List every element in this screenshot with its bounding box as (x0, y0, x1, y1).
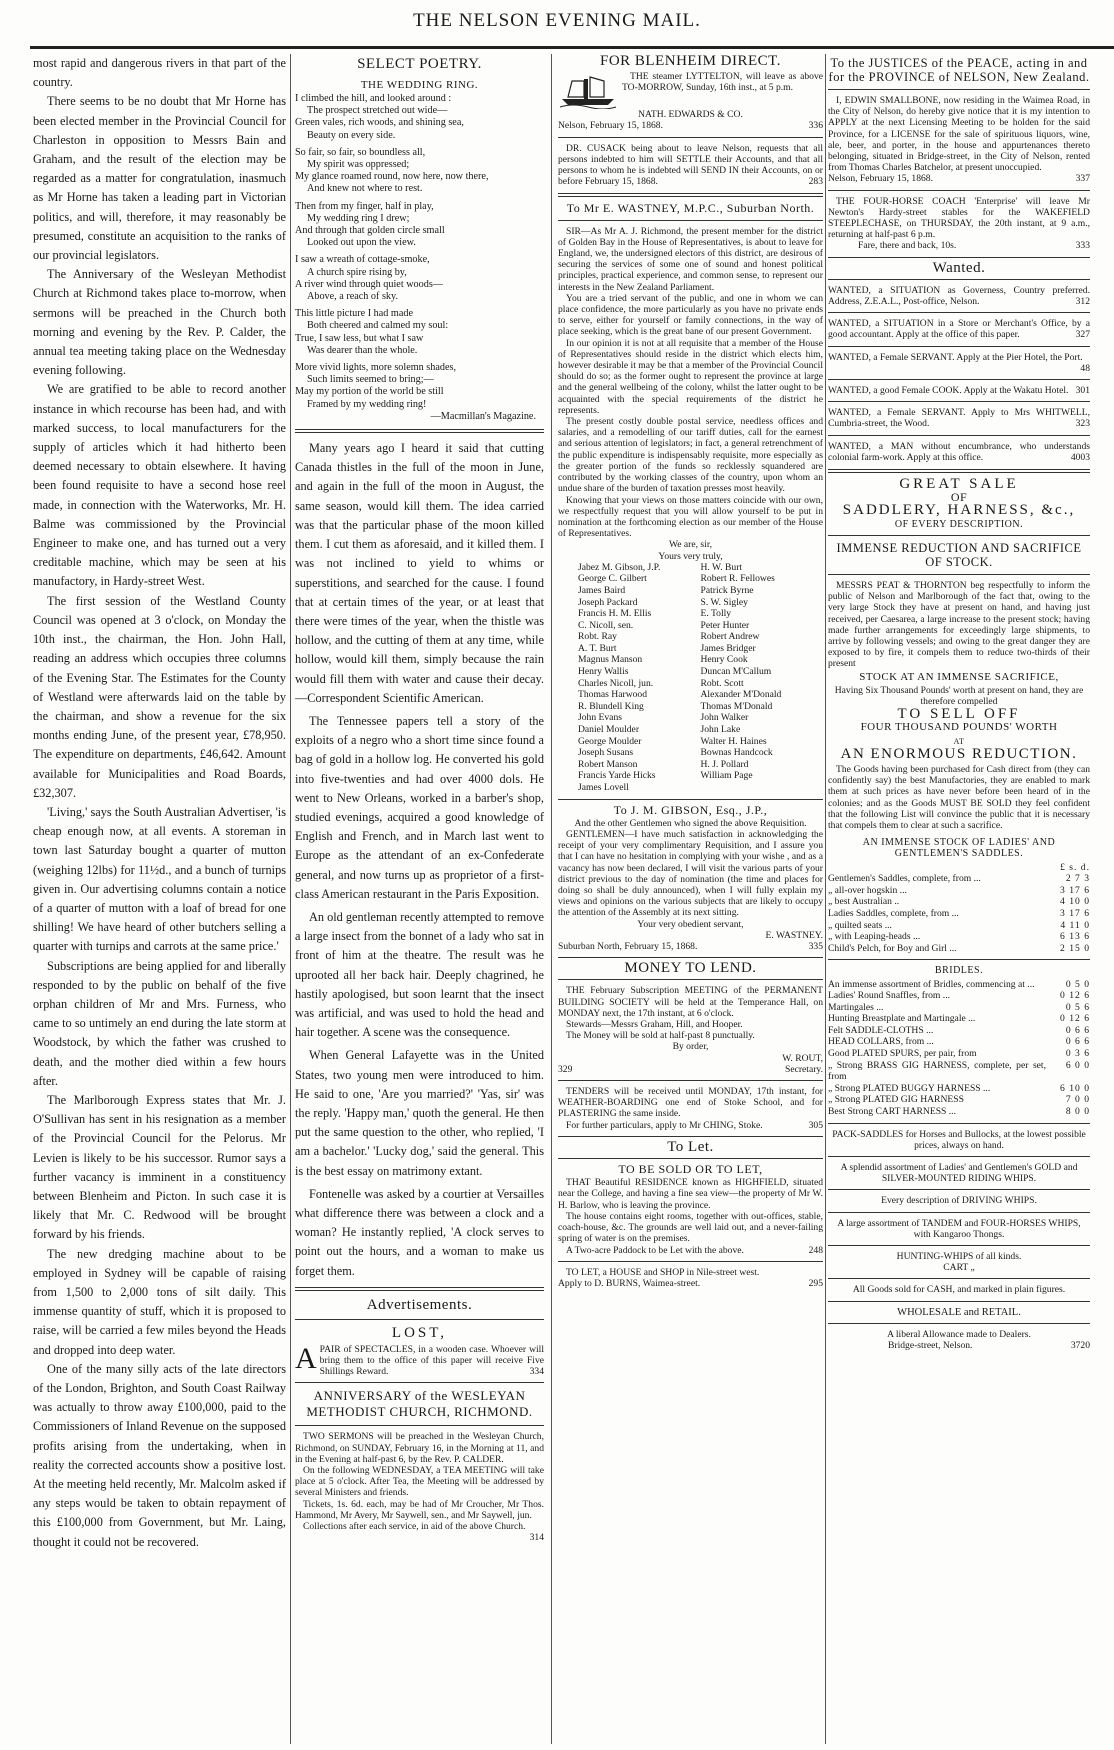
lost-heading: LOST, (391, 1324, 448, 1341)
wanted-text: WANTED, a Female SERVANT. Apply at the Pier Hotel, the Port. (828, 351, 1083, 363)
section-rule (828, 1189, 1090, 1190)
section-rule (828, 1323, 1090, 1324)
coach-text: THE FOUR-HORSE COACH 'Enterprise' will leave Mr Newton's Hardy-street stables for the WAKEFIELD STEEPLECHASE, on THURSDAY, the 20th instant, at 9 a.m., returning at half-past 6 p.m. (828, 195, 1090, 241)
signatory-name: E. Tolly (700, 608, 732, 620)
section-rule (828, 535, 1090, 536)
news-paragraph: Fontenelle was asked by a courtier at Versailles what difference there was between a clock and a woman? He instantly replied, 'A clock serves to point out the hours, and a woman to make us forget them. (295, 1186, 544, 1278)
section-rule (295, 1287, 544, 1291)
price-item: Child's Pelch, for Boy and Girl ... (828, 942, 957, 954)
price-item: „ quilted seats ... (828, 919, 892, 931)
advert-number: 335 (808, 941, 823, 953)
price-row (828, 920, 1090, 932)
price-value: 0 3 6 (1065, 1048, 1090, 1060)
advert-number: 3720 (1070, 1340, 1090, 1352)
news-paragraph: The Marlborough Express states that Mr. J. O'Sullivan has sent in his resignation as a member of the Provincial Council for the Pelorus. Mr Levien is likely to be his successor. Rumor says a further vacancy is imminent in a constituency between Blenheim and Picton. In such case it is likely that Mr. C. Redwood will be brought forward by his friends. (33, 1092, 286, 1242)
section-rule (295, 1425, 544, 1426)
signatory-name: Francis H. M. Ellis (578, 608, 652, 620)
house-text: TO LET, a HOUSE and SHOP in Nile-street west. (566, 1266, 760, 1278)
poem-line: Both cheered and calmed my soul: (307, 320, 449, 332)
signatory-name: H. W. Burt (700, 561, 743, 573)
price-item: „ all-over hogskin ... (828, 884, 907, 896)
price-value: 0 5 0 (1065, 978, 1090, 990)
price-list-saddles (828, 862, 1090, 955)
price-row (828, 943, 1090, 955)
signatory-name: Henry Cook (700, 654, 748, 666)
section-rule (828, 1301, 1090, 1302)
price-item: Martingales ... (828, 1001, 884, 1013)
sold-text: The house contains eight rooms, together with out-offices, stable, coach-house, &c. The grounds are well laid out, and a never-failing spring of water is on the premises. (558, 1210, 823, 1245)
gibson-close: Your very obedient servant, (637, 918, 744, 930)
money-text: Stewards—Messrs Graham, Hill, and Hooper. (566, 1019, 743, 1031)
anniversary-text: Tickets, 1s. 6d. each, may be had of Mr Croucher, Mr Thos. Hammond, Mr Avery, Mr Saywell, sen., and Mr Saywell, jun. (295, 1498, 544, 1521)
requisition-text: The present costly double postal service, needless offices and salaries, and a remodelling of our tariff duties, call for the earnest and serious attention of legislators; in fact, a general retrenchment of the public expenditure is indispensably requisite, more especially as the greater portion of the funds so recklessly squandered are contributed by the working classes of the country, upon whom an undue share of the burden of taxation presses most heavily. (558, 416, 823, 495)
price-row (828, 873, 1090, 885)
poem-line: The prospect stretched out wide— (307, 105, 448, 117)
poem-line: Beauty on every side. (307, 129, 396, 141)
column-4 (828, 54, 1090, 1351)
section-rule (295, 1319, 544, 1320)
money-heading: MONEY TO LEND. (624, 960, 757, 977)
price-item: Ladies Saddles, complete, from ... (828, 907, 959, 919)
signatory-name: H. J. Pollard (700, 758, 749, 770)
sold-text: THAT Beautiful RESIDENCE known as HIGHFIELD, situated near the College, and having a fine sea view—the property of Mr W. H. Barlow, who is leaving the province. (558, 1177, 823, 1211)
requisition-text: SIR—As Mr A. J. Richmond, the present member for the district of Golden Bay in the House of Representatives, is about to leave for England, we, the undersigned electors of this district, are desirous of securing the services of some one of sound and honest political principles, practical experience, and common sense, to represent our interests in the New Zealand Parliament. (558, 225, 823, 293)
requisition-text: You are a tried servant of the public, and one in whom we can place confidence, the more particularly as you have no private ends to serve, either for yourself or family connections, in the way of place seeking, which is the great bane of our present Government. (558, 292, 823, 338)
price-item: Felt SADDLE-CLOTHS ... (828, 1024, 934, 1036)
money-text: THE February Subscription MEETING of the PERMANENT BUILDING SOCIETY will be held at the Temperance Hall, on MONDAY next, the 17th instant, at 6 o'clock. (558, 985, 823, 1019)
section-rule (295, 429, 544, 433)
saddles-heading: AN IMMENSE STOCK OF LADIES' AND GENTLEMEN'S SADDLES. (862, 837, 1056, 860)
advert-number: 283 (808, 176, 823, 188)
sale-every: OF EVERY DESCRIPTION. (894, 518, 1024, 530)
steamer-text: THE steamer LYTTELTON, will leave as above TO-MORROW, Sunday, 16th inst., at 5 p.m. (622, 71, 823, 94)
gibson-heading: To J. M. GIBSON, Esq., J.P., (613, 802, 768, 817)
sale-items: SADDLERY, HARNESS, &c., (842, 502, 1076, 519)
advert-number: 327 (1075, 329, 1090, 341)
poem-line: So fair, so fair, so boundless all, (295, 146, 426, 158)
section-rule (828, 401, 1090, 402)
poem-line: True, I saw less, but what I saw (295, 332, 424, 344)
cash-text: All Goods sold for CASH, and marked in plain figures. (852, 1284, 1066, 1296)
poem-line: And knew not where to rest. (307, 183, 423, 195)
address-text: Bridge-street, Nelson. (888, 1340, 973, 1352)
sale-text: MESSRS PEAT & THORNTON beg respectfully to inform the public of Nelson and Marlborough of the fact that, owing to the very large Stock they have at present on hand, and having just received, per Caesarea, a large increase to the present stock; having made further arrangements for exceedingly large shipments, to arrive by following vessels; and owing to the great danger they are exposed to by fire, it compels them to reduce two-thirds of their present (828, 579, 1090, 670)
news-paragraph: When General Lafayette was in the United States, two young men were introduced to him. He said to one, 'Are you married?' 'Yas, sir' was the reply. 'Happy man,' quoth the general. He then put the same question to the other, who replied, 'I am a bachelor.' 'Lucky dog,' said the general. This is the best essay on matrimony extant. (295, 1048, 544, 1178)
news-paragraph: Subscriptions are being applied for and liberally responded to by the public on behalf of the five orphan children of Mr and Mrs. Furness, who came to so untimely an end during the late storm at Woodstock, by which the father was crushed to death, and the mother died within a few hours after. (33, 958, 286, 1088)
signatory-name: R. Blundell King (578, 700, 644, 712)
wanted-text: WANTED, a SITUATION as Governess, Country preferred. Address, Z.E.A.L., Post-office, Nelson. (828, 284, 1090, 308)
signatory-name: Francis Yarde Hicks (578, 770, 656, 782)
column-divider (825, 54, 826, 1744)
price-row (828, 1048, 1090, 1060)
column-divider (551, 54, 552, 1744)
price-row (828, 1094, 1090, 1106)
price-item: An immense assortment of Bridles, commencing at ... (828, 978, 1035, 990)
advert-number: 312 (1075, 296, 1090, 308)
news-paragraph: The Anniversary of the Wesleyan Methodist Church at Richmond takes place to-morrow, when sermons will be preached in the Church both morning and evening by the Rev. P. Calder, the annual tea meeting taking place on the Wednesday evening following. (33, 267, 286, 378)
poem-line: A river wind through quiet woods— (295, 278, 443, 290)
price-value: 2 15 0 (1060, 942, 1090, 954)
signatory-name: John Evans (578, 712, 622, 724)
price-value: 0 6 6 (1065, 1024, 1090, 1036)
wanted-ad (828, 352, 1090, 374)
price-item: Hunting Breastplate and Martingale ... (828, 1013, 976, 1025)
signatory-name: Jabez M. Gibson, J.P. (578, 561, 661, 573)
poem (295, 93, 544, 411)
wanted-ad (828, 285, 1090, 307)
sale-reduction: IMMENSE REDUCTION AND SACRIFICE OF STOCK. (836, 540, 1082, 569)
news-paragraph: One of the many silly acts of the late directors of the London, Brighton, and South Coast Railway was actually to throw away £100,000, paid to the Commissioners of Inland Revenue on the supposed profits arising from the undertaking, when in reality the corrected accounts show a positive lost. At the meeting held recently, Mr. Malcolm asked if any steps would be taken to obtain repayment of this £100,000 from Government, but Mr. Laing, thought it could not be recovered. (33, 1361, 286, 1549)
signatory-name: George C. Gilbert (578, 573, 647, 585)
section-rule (828, 1212, 1090, 1213)
section-rule (828, 435, 1090, 436)
yours: Yours very truly, (658, 550, 723, 562)
signatory-name: Bownas Handcock (700, 747, 773, 759)
advert-number: 336 (808, 120, 823, 132)
price-item: „ Strong PLATED BUGGY HARNESS ... (828, 1082, 991, 1094)
signatory-name: Robt. Ray (578, 631, 617, 643)
wanted-text: WANTED, a MAN without encumbrance, who understands colonial farm-work. Apply at this office. (828, 440, 1090, 463)
section-rule (828, 312, 1090, 313)
signatory-name: James Bridger (700, 642, 756, 654)
advert-number: 323 (1075, 418, 1090, 430)
section-rule (828, 89, 1090, 90)
signatory-name: Joseph Packard (578, 596, 638, 608)
news-paragraph: There seems to be no doubt that Mr Horne has been elected member in the Provincial Council for Charleston in opposition to Messrs Bain and Graham, and the result of the election may be regarded as a matter for congratulation, inasmuch as Mr Horne has taken a leading part in Victorian politics, and will, therefore, it may reasonably be presumed, constitute an acquisition to the ranks of our provincial legislators. (33, 94, 286, 263)
news-paragraph: The new dredging machine about to be employed in Sydney will be capable of raising from 1,500 to 2,000 tons of silt daily. This immense quantity of stuff, which it is proposed to raise, will be carried a few miles beyond the Heads and dropped into deep water. (33, 1246, 286, 1357)
price-item: „ with Leaping-heads ... (828, 931, 921, 943)
poem-line: Green vales, rich woods, and shining sea, (295, 117, 464, 129)
price-row (828, 885, 1090, 897)
sale-tosell: TO SELL OFF (897, 706, 1021, 723)
news-paragraph: Many years ago I heard it said that cutting Canada thistles in the full of the moon in June, and again in the full of the moon in August, the same season, would kill them. The idea carried was that the particular phase of the moon killed them. I cut them as aforesaid, and it killed them. I was not inclined to yield to whims or superstitions, and searched for the cause. I found that at certain times of the year, or at least that there were times of the year, when the thistle was hollow, and the cutting of them at any time, while hollow, would kill them, simply because the rain would fill them with water and cause their decay.—Correspondent Scientific American. (295, 441, 544, 705)
signatory-name: Robert Manson (578, 758, 638, 770)
advert-number: 248 (808, 1244, 823, 1256)
wholesale-text: WHOLESALE and RETAIL. (897, 1306, 1021, 1318)
price-row (828, 979, 1090, 991)
poem-line: My spirit was oppressed; (307, 159, 410, 171)
signatories (558, 562, 823, 794)
poem-source: —Macmillan's Magazine. (430, 410, 536, 422)
gibson-date: Suburban North, February 15, 1868. (558, 941, 698, 953)
price-row (828, 1060, 1090, 1083)
poem-line: I climbed the hill, and looked around : (295, 93, 452, 104)
price-value: 6 13 6 (1060, 931, 1090, 943)
section-rule (558, 1158, 823, 1159)
advert-number: 301 (1075, 385, 1090, 397)
sold-heading: TO BE SOLD OR TO LET, (618, 1162, 763, 1177)
requisition-text: In our opinion it is not at all requisite that a member of the House of Representatives should reside in the district which elects him, however desirable it may be that a member of the Provincial Council should do so; as the former ought to represent the province at large and the general wellbeing of the colony, whilst the latter ought to be acquainted with the special requirements of the district he represents. (558, 337, 823, 416)
news-paragraph: The Tennessee papers tell a story of the exploits of a negro who a short time since found a bag of gold in a hollow log. He converted his gold into five-twenties and had over 4000 dols. He went to New Orleans, worked in a barber's shop, studied evenings, acquired a good knowledge of English and French, and in March last went to Europe as the attendant of an ex-Confederate general, and now turns up as proprietor of a first-class American restaurant in the Paris Exposition. (295, 713, 544, 901)
advert-number: 329 (558, 1063, 573, 1075)
section-rule (828, 346, 1090, 347)
advert-number: 4003 (1070, 451, 1090, 463)
price-item: „ best Australian .. (828, 896, 900, 908)
price-item: Ladies' Round Snaffles, from ... (828, 990, 950, 1002)
news-paragraph: The first session of the Westland County Council was opened at 3 o'clock, on Monday the 10th inst., the chairman, the Hon. John Hall, reading an address which occupies three columns of the Evening Star. The Estimates for the County of Westland were afterwards laid on the table by the chairman, and show a revenue for the six months ending June, of the present year, £78,950. The expenditure on departments, £46,642. Amount available for Municipalities and Road Boards, £32,307. (33, 593, 286, 800)
price-row (828, 1106, 1090, 1118)
signatory-name: Charles Nicoll, jun. (578, 677, 654, 689)
money-text: The Money will be sold at half-past 8 punctually. (566, 1030, 755, 1042)
signatory-name: Thomas M'Donald (700, 700, 773, 712)
section-rule (828, 190, 1090, 191)
column-3 (558, 54, 823, 1289)
sale-at: AT (953, 736, 965, 746)
wastney-heading: To Mr E. WASTNEY, M.P.C., Suburban North. (566, 201, 815, 216)
price-value: 4 11 0 (1060, 919, 1090, 931)
lost-text: PAIR of SPECTACLES, in a wooden case. Whoever will bring them to the office of this paper will receive Five Shillings Reward. (319, 1343, 544, 1378)
column-2: SELECT POETRY. THE WEDDING RING. I climbed the hill, and looked around : The prospect stretched out wide— Green vales, rich woods, and shining sea, Beauty on every side. So fair, so fair, so boundless all, My spirit was oppressed; My glance roamed round, now here, now there, And knew not where to rest. Then from my finger, half in play, My wedding ring I drew; And through that golden circle small Looked out upon the view. I saw a wreath of cottage-smoke, A church spire rising by, A river wind through quiet woods— Above, a reach of sky. This little picture I had made Both cheered and calmed my soul: True, I saw less, but what I saw Was dearer than the whole. More vivid lights, more solemn shades, Such limits seemed to bring;— May my portion of the world be still Framed by my wedding ring! —Macmillan's Magazine. Many years ago I heard it said that cutting Canada thistles in the full of the moon in June, and again in the full of the moon in August, the same season, would kill them. The idea carried was that the particular phase of the moon killed them. I cut them as aforesaid, and it killed them. I was not inclined to yield to whims or superstitions, and searched for the cause. I found that at certain times of the year, or at least that there were times of the year, when the thistle was hollow, and the cutting of them at any time, while hollow, would kill them, simply because the rain would fill them with water and cause their decay.—Correspondent Scientific American. The Tennessee papers tell a story of the exploits of a negro who a short time since found a bag of gold in a hollow log. He converted his gold into five-twenties and had over 4000 dols. He went to New Orleans, worked in a barber's shop, studied evenings, acquired a good knowledge of English and French, and in March last went to Europe as the attendant of an ex-Confederate general, and now turns up as proprietor of a first-class American restaurant in the Paris Exposition. An old gentleman recently attempted to remove a large insect from the bonnet of a lady who sat in front of him at the theatre. The result was he uprooted all her back hair. Deeply chagrined, he hastily apologised, but soon learnt that the insect was artificial, and was used to hold the head and hair together. A scene was the consequence. When General Lafayette was in the United States, two young men were introduced to him. He said to one, 'Are you married?' 'Yas, sir' was the reply. 'Happy man,' quoth the general. He then put the same question to the other, who replied, 'I am a bachelor.' 'Lucky dog,' said the general. This is the best essay on matrimony extant. Fontenelle was asked by a courtier at Versailles what difference there was between a clock and a woman? He instantly replied, 'A clock serves to point out the hours, and a woman to make us forget them. Advertisements. LOST, APAIR of SPECTACLES, in a wooden case. Whoever will bring them to the office of this paper will receive Five Shillings Reward. 334 ANNIVERSARY of the WESLEYAN METHODIST CHURCH, RICHMOND. TWO SERMONS will be preached in the Wesleyan Church, Richmond, on SUNDAY, February 16, in the Morning at 11, and in the Evening at half-past 6, by the Rev. P. CALDER. On the following WEDNESDAY, a TEA MEETING will take place at 5 o'clock. After Tea, the Meeting will be addressed by several Ministers and friends. Tickets, 1s. 6d. each, may be had of Mr Croucher, Mr Thos. Hammond, Mr Avery, Mr Saywell, sen., and Mr Saywell, jun. Collections after each service, in aid of the above Church. 314 (295, 56, 544, 1544)
price-value: 2 7 3 (1065, 873, 1090, 885)
news-paragraph: 'Living,' says the South Australian Advertiser, 'is cheap enough now, at all events. A storeman in town last Saturday bought a quarter of mutton (weighing 12lbs) for 11½d., and a bunch of turnips given in. Our advertising columns contain a notice of a quarter of mutton with a loaf of bread for one shilling! We have heard of other butchers selling a quarter with turnips and carrots at the same price.' (33, 804, 286, 954)
poetry-heading: SELECT POETRY. (357, 56, 482, 72)
signatory-name: Peter Hunter (700, 619, 750, 631)
section-rule (558, 137, 823, 138)
tolet-heading: To Let. (667, 1138, 714, 1155)
signatory-name: Patrick Byrne (700, 584, 754, 596)
wanted-list (828, 285, 1090, 463)
price-item: Best Strong CART HARNESS ... (828, 1106, 956, 1118)
price-header: £ s. d. (1060, 861, 1090, 873)
sale-text: The Goods having been purchased for Cash direct from (they can confidently say) the best Manufactories, they are enabled to mark them at such prices as have never before been heard of in the colonies; and as the Goods MUST BE SOLD they feel confident that the following List will convince the public that it is necessary that compels them to clear at such a sacrifice. (828, 763, 1090, 831)
advert-number: 305 (808, 1119, 823, 1131)
section-rule (558, 957, 823, 958)
whips-text: A splendid assortment of Ladies' and Gentlemen's GOLD and SILVER-MOUNTED RIDING WHIPS. (840, 1162, 1078, 1185)
signatory-name: Robt. Scott (700, 677, 744, 689)
price-item: „ Strong PLATED GIG HARNESS (828, 1094, 964, 1106)
signatory-name: Robert Andrew (700, 631, 760, 643)
signatory-name: William Page (700, 770, 753, 782)
poem-line: This little picture I had made (295, 308, 413, 320)
section-rule (828, 469, 1090, 473)
signatory-name: George Moulder (578, 735, 642, 747)
news-paragraph: An old gentleman recently attempted to remove a large insect from the bonnet of a lady who sat in front of him at the theatre. The result was he uprooted all her back hair. Deeply chagrined, he hastily apologised, but soon learnt that the insect was artificial, and was used to hold the head and hair together. A scene was the consequence. (295, 909, 544, 1040)
sale-stock: STOCK AT AN IMMENSE SACRIFICE, (859, 670, 1059, 683)
section-rule (828, 257, 1090, 258)
tandem-text: A large assortment of TANDEM and FOUR-HORSES WHIPS, with Kangaroo Thongs. (837, 1217, 1081, 1240)
sale-four: FOUR THOUSAND POUNDS' WORTH (860, 721, 1058, 734)
advert-number: 295 (808, 1277, 823, 1289)
poem-line: I saw a wreath of cottage-smoke, (295, 254, 430, 266)
price-value: 0 12 6 (1060, 1013, 1090, 1025)
column-1 (33, 54, 286, 1552)
signatory-name: Duncan M'Callum (700, 666, 772, 678)
gibson-subheading: And the other Gentlemen who signed the above Requisition. (574, 817, 807, 829)
money-order: By order, (672, 1041, 709, 1053)
masthead-rule (30, 46, 1114, 49)
sale-of: OF (950, 490, 968, 505)
sold-text: A Two-acre Paddock to be Let with the above. (566, 1244, 744, 1256)
coach-fare: Fare, there and back, 10s. (858, 240, 957, 252)
price-row (828, 1083, 1090, 1095)
column-divider (290, 54, 291, 1744)
section-rule (295, 1382, 544, 1383)
anniversary-text: Collections after each service, in aid of the above Church. (303, 1521, 526, 1533)
price-item: Good PLATED SPURS, per pair, from (828, 1048, 977, 1060)
poem-title: THE WEDDING RING. (360, 79, 479, 91)
advertisements-heading: Advertisements. (366, 1296, 473, 1313)
poem-line: Such limits seemed to bring;— (307, 374, 434, 386)
wanted-text: WANTED, a good Female COOK. Apply at the Wakatu Hotel. (828, 385, 1069, 397)
signatory-name: A. T. Burt (578, 642, 617, 654)
poem-line: Above, a reach of sky. (307, 291, 398, 303)
bridles-heading: BRIDLES. (934, 965, 984, 977)
price-value: 0 5 6 (1065, 1001, 1090, 1013)
signatory-name: Walter H. Haines (700, 735, 767, 747)
anniversary-text: On the following WEDNESDAY, a TEA MEETING will take place at 5 o'clock. After Tea, the Meeting will be addressed by several Ministers and friends. (295, 1465, 544, 1499)
masthead: THE NELSON EVENING MAIL. (413, 10, 701, 31)
section-rule (558, 1261, 823, 1262)
price-item: HEAD COLLARS, from ... (828, 1036, 934, 1048)
section-rule (828, 379, 1090, 380)
section-rule (828, 1123, 1090, 1124)
tender-text: For further particulars, apply to Mr CHING, Stoke. (566, 1119, 763, 1131)
anniversary-text: TWO SERMONS will be preached in the Wesleyan Church, Richmond, on SUNDAY, February 16, in the Morning at 11, and in the Evening at half-past 6, by the Rev. P. CALDER. (295, 1431, 544, 1465)
section-rule (828, 279, 1090, 280)
poem-line: My wedding ring I drew; (307, 212, 410, 224)
poem-line: Framed by my wedding ring! (307, 398, 427, 410)
signatory-name: Daniel Moulder (578, 724, 640, 736)
section-rule (828, 959, 1090, 960)
advert-number: 333 (1075, 240, 1090, 252)
house-text: Apply to D. BURNS, Waimea-street. (558, 1277, 701, 1289)
signatory-name: Joseph Susans (578, 747, 634, 759)
justice-heading: To the JUSTICES of the PEACE, acting in and for the PROVINCE of NELSON, New Zealand. (828, 56, 1090, 84)
steamer-date: Nelson, February 15, 1868. (558, 120, 663, 132)
advert-number: 48 (1080, 362, 1090, 374)
tender-text: TENDERS will be received until MONDAY, 17th instant, for WEATHER-BOARDING one end of Stoke School, and for PLASTERING the same inside. (558, 1086, 823, 1120)
price-row (828, 908, 1090, 920)
section-rule (558, 1136, 823, 1137)
price-row (828, 1013, 1090, 1025)
license-date: Nelson, February 15, 1868. (828, 173, 933, 185)
sale-heading: GREAT SALE (899, 476, 1019, 493)
signatory-name: S. W. Sigley (700, 596, 748, 608)
price-value: 6 10 0 (1060, 1082, 1090, 1094)
section-rule (558, 1080, 823, 1081)
price-value: 3 17 6 (1060, 907, 1090, 919)
section-rule (558, 220, 823, 221)
steamer-icon (558, 71, 618, 109)
section-rule (558, 979, 823, 980)
advert-number: 314 (529, 1532, 544, 1544)
signatory-name: Thomas Harwood (578, 689, 648, 701)
signatory-name: Henry Wallis (578, 666, 629, 678)
sale-having: Having Six Thousand Pounds' worth at present on hand, they are therefore compelled (834, 684, 1084, 707)
driving-text: Every description of DRIVING WHIPS. (881, 1195, 1037, 1207)
wanted-ad (828, 441, 1090, 463)
price-row (828, 896, 1090, 908)
money-secretary: Secretary. (785, 1063, 823, 1075)
poem-line: May my portion of the world be still (295, 386, 444, 398)
requisition-text: Knowing that your views on those matters coincide with our own, we respectfully request that you will allow yourself to be put in nomination at the forthcoming election as our member of the House of Representatives. (558, 494, 823, 540)
poem-line: Then from my finger, half in play, (295, 200, 434, 212)
section-rule (828, 1245, 1090, 1246)
price-row (828, 990, 1090, 1002)
price-list-bridles (828, 979, 1090, 1118)
advert-number: 337 (1075, 173, 1090, 185)
signatory-name: C. Nicoll, sen. (578, 619, 634, 631)
signatory-name: James Lovell (578, 782, 629, 793)
news-paragraph: We are gratified to be able to record another instance in which recourse has been had, and with marked success, to local manufacturers for the supply of articles which it had hitherto been deemed necessary to obtain elsewhere. It having been found requisite to have a second hose reel made, in connection with the Waterworks, Mr. H. Balme was commissioned by the Provincial Engineer to make one, and has turned out a very creditable machine, which may be seen at his manufactory, in Hardy-street West. (33, 382, 286, 589)
signatory-name: John Lake (700, 724, 741, 736)
price-row (828, 1002, 1090, 1014)
cart-text: CART „ (943, 1262, 975, 1274)
signatory-name: Robert R. Fellowes (700, 573, 775, 585)
anniversary-heading: ANNIVERSARY of the WESLEYAN METHODIST CHURCH, RICHMOND. (306, 1388, 533, 1420)
section-rule (828, 574, 1090, 575)
wanted-text: WANTED, a SITUATION in a Store or Merchant's Office, by a good accountant. Apply at the office of this paper. (828, 318, 1090, 341)
price-item: „ Strong BRASS GIG HARNESS, complete, per set, from (828, 1059, 1046, 1083)
we-are: We are, sir, (668, 539, 713, 551)
section-rule (828, 1278, 1090, 1279)
price-row (828, 931, 1090, 943)
gibson-signature: E. WASTNEY. (765, 929, 823, 941)
price-value: 7 0 0 (1065, 1094, 1090, 1106)
signatory-name: Alexander M'Donald (700, 689, 782, 701)
signatory-name: Magnus Manson (578, 654, 643, 666)
poem-line: Looked out upon the view. (307, 237, 416, 249)
poem-line: And through that golden circle small (295, 225, 445, 237)
signatory-name: James Baird (578, 584, 626, 596)
wanted-heading: Wanted. (932, 259, 986, 276)
section-rule (558, 193, 823, 197)
blenheim-heading: FOR BLENHEIM DIRECT. (600, 54, 781, 69)
hunting-text: HUNTING-WHIPS of all kinds. (896, 1251, 1022, 1263)
news-paragraph: most rapid and dangerous rivers in that part of the country. (33, 56, 286, 90)
poem-line: Was dearer than the whole. (307, 344, 418, 356)
price-value: 8 0 0 (1065, 1106, 1090, 1118)
section-rule (828, 1156, 1090, 1157)
cusack-text: DR. CUSACK being about to leave Nelson, requests that all persons indebted to him will SETTLE their Accounts, and that all persons to whom he is indebted will SEND IN their Accounts, on or before February 15, 1868. (558, 142, 823, 188)
wanted-ad (828, 407, 1090, 429)
price-row (828, 1025, 1090, 1037)
price-item: Gentlemen's Saddles, complete, from ... (828, 873, 981, 885)
license-text: I, EDWIN SMALLBONE, now residing in the Waimea Road, in the City of Nelson, do hereby give notice that it is my intention to APPLY at the next Licensing Meeting to be holden for the said Province, for a LICENSE for the sale of spirituous liquors, wine, ale, beer, and porter, in the house and appurtenances thereto belonging, situated in Bridge-street, in the City of Nelson, rented from Thomas Charles Batchelor, at present unoccupied. (828, 95, 1090, 174)
signatory-name: John Walker (700, 712, 749, 724)
steamer-signature: NATH. EDWARDS & CO. (638, 109, 743, 121)
section-rule (558, 799, 823, 800)
price-value: 0 12 6 (1060, 990, 1090, 1002)
poem-line: My glance roamed round, now here, now there, (295, 171, 489, 183)
poem-line: A church spire rising by, (307, 266, 407, 278)
price-value: 4 10 0 (1060, 896, 1090, 908)
pack-text: PACK-SADDLES for Horses and Bullocks, at the lowest possible prices, always on hand. (832, 1128, 1086, 1151)
advert-number: 334 (529, 1366, 544, 1378)
poem-line: More vivid lights, more solemn shades, (295, 362, 457, 374)
wanted-ad (828, 385, 1090, 396)
price-value: 3 17 6 (1060, 884, 1090, 896)
wanted-ad (828, 318, 1090, 340)
money-signature: W. ROUT, (782, 1052, 823, 1064)
price-value: 0 6 6 (1065, 1036, 1090, 1048)
price-row (828, 1036, 1090, 1048)
sale-enormous: AN ENORMOUS REDUCTION. (840, 745, 1078, 762)
price-value: 6 0 0 (1065, 1059, 1090, 1071)
dealers-text: A liberal Allowance made to Dealers. (887, 1328, 1031, 1340)
gibson-text: GENTLEMEN—I have much satisfaction in acknowledging the receipt of your very complimentary Requisition, and I assure you that I can have no hesitation in complying with your wishe , and as a vacancy has now been declared, I will visit the various parts of your district previous to the day of nomination (the time and places for doing so shall be duly announced), when I will fully explain my views and opinions on the various subjects that are likely to occupy the attention of the Assembly at its next sitting. (558, 829, 823, 919)
wanted-text: WANTED, a Female SERVANT. Apply to Mrs WHITWELL, Cumbria-street, the Wood. (828, 407, 1090, 430)
